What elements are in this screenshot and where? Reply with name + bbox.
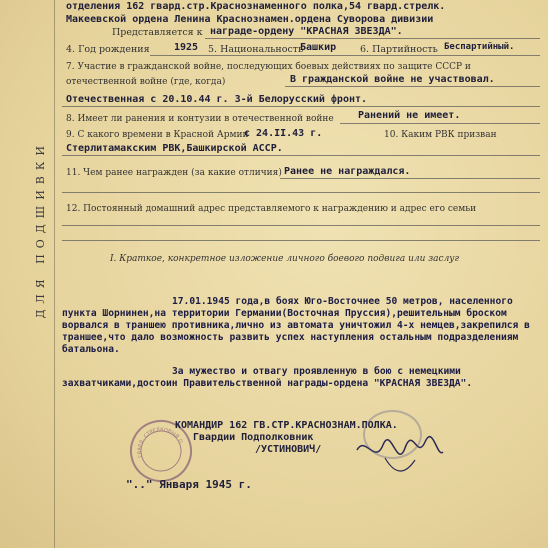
q8-value: Ранений не имеет. bbox=[358, 110, 461, 121]
q10-value: Стерлитамакским РВК,Башкирской АССР. bbox=[66, 143, 283, 154]
underline bbox=[280, 178, 540, 179]
party-value: Беспартийный. bbox=[444, 42, 515, 52]
unit-line-1: отделения 162 гвард.стр.Краснознаменного полка,54 гвард.стрелк. bbox=[66, 1, 446, 12]
signoff-date: ".." Января 1945 г. bbox=[126, 478, 252, 491]
underline bbox=[285, 86, 540, 87]
unit-line-2: Макеевской ордена Ленина Краснознамен.ордена Суворова дивизии bbox=[66, 14, 434, 25]
q9-label: 9. С какого времени в Красной Армии bbox=[66, 130, 249, 140]
underline bbox=[340, 123, 540, 124]
q11-value: Ранее не награждался. bbox=[284, 166, 411, 177]
q11-label: 11. Чем ранее награжден (за какие отличия) bbox=[66, 168, 282, 178]
handwritten-signature bbox=[355, 430, 445, 484]
signoff-line-2: Гвардии Подполковник bbox=[193, 432, 314, 443]
binding-margin-line bbox=[54, 0, 55, 548]
underline bbox=[62, 155, 540, 156]
q7-label-2: отечественной войне (где, когда) bbox=[66, 77, 226, 87]
underline bbox=[205, 38, 540, 39]
narrative-paragraph-1: 17.01.1945 года,в боях Юго-Восточнее 50 метров, населенного пункта Шорнинен,на территории Германии(Восточная Пруссия),решительным броском ворвался в траншею противника,лично из автомата уничтожил 4-х немцев,закрепился в траншее,что дало возможность развить успех наступления остальным подразделениям батальона. bbox=[62, 296, 530, 355]
section-title: I. Краткое, конкретное изложение личного боевого подвига или заслуг bbox=[110, 254, 460, 264]
stamp-text: ГВАРД. СТРЕЛКОВЫЙ ПОЛК bbox=[124, 426, 184, 459]
underline bbox=[62, 106, 540, 107]
margin-binding-label: ДЛЯ ПОДШИВКИ bbox=[34, 140, 47, 319]
underline bbox=[62, 225, 540, 226]
q7-value-2: Отечественная с 20.10.44 г. 3-й Белорусский фронт. bbox=[66, 94, 368, 105]
ink-mark bbox=[363, 410, 422, 459]
narrative-paragraph-2: За мужество и отвагу проявленную в бою с немецкими захватчиками,достоин Правительственной награды-ордена "КРАСНАЯ ЗВЕЗДА". bbox=[62, 366, 473, 389]
signoff-line-3: /УСТИНОВИЧ/ bbox=[255, 444, 322, 455]
q9-value: с 24.II.43 г. bbox=[244, 128, 323, 139]
signoff-line-1: КОМАНДИР 162 ГВ.СТР.КРАСНОЗНАМ.ПОЛКА. bbox=[175, 420, 398, 431]
q7-label-1: 7. Участие в гражданской войне, последующих боевых действиях по защите СССР и bbox=[66, 62, 471, 72]
birth-year-value: 1925 bbox=[174, 42, 199, 53]
award-value: награде-ордену "КРАСНАЯ ЗВЕЗДА". bbox=[210, 26, 403, 37]
q12-label: 12. Постоянный домашний адрес представляемого к награждению и адрес его семьи bbox=[66, 204, 477, 214]
nationality-value: Башкир bbox=[300, 42, 337, 53]
represented-label: Представляется к bbox=[112, 27, 203, 38]
party-label: 6. Партийность bbox=[360, 44, 438, 55]
birth-year-label: 4. Год рождения bbox=[66, 44, 150, 55]
underline bbox=[62, 240, 540, 241]
q8-label: 8. Имеет ли ранения и контузии в отечественной войне bbox=[66, 114, 334, 124]
q7-value-1: В гражданской войне не участвовал. bbox=[290, 74, 495, 85]
underline bbox=[150, 55, 540, 56]
nationality-label: 5. Национальность bbox=[208, 44, 304, 55]
q10-label: 10. Каким РВК призван bbox=[384, 130, 497, 140]
underline bbox=[62, 192, 540, 193]
